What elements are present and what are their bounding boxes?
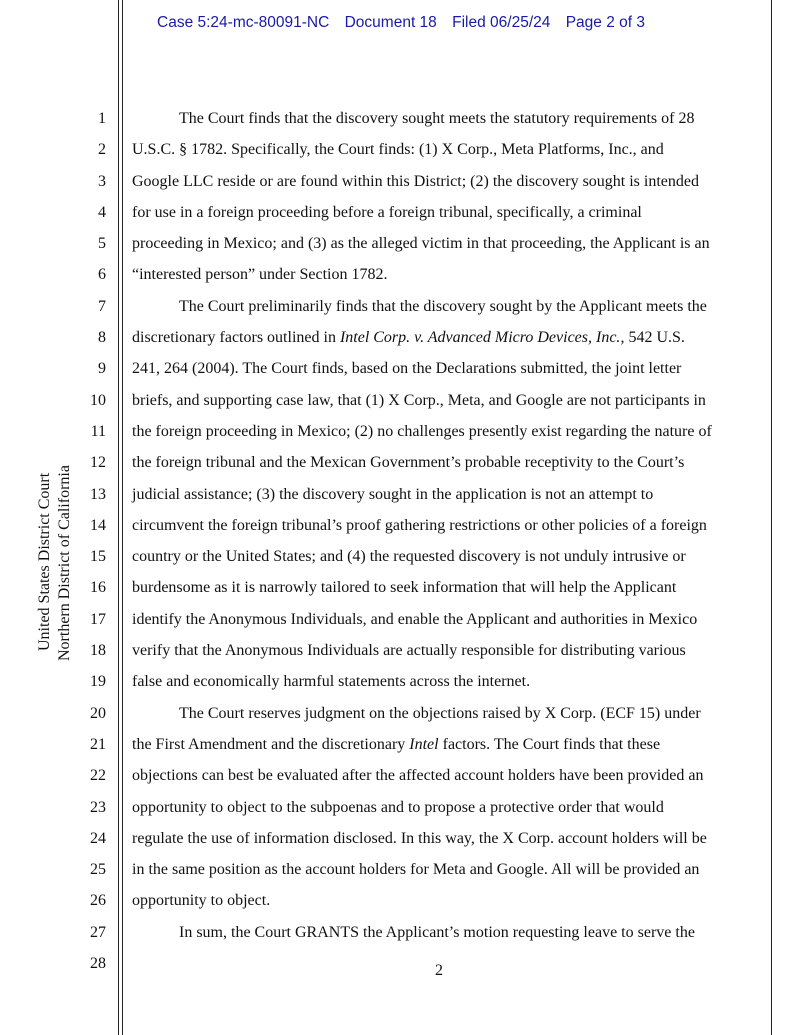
text-line — [132, 416, 754, 447]
line-numbers — [70, 103, 106, 979]
line-number: 1 — [98, 110, 106, 127]
line-number: 9 — [98, 360, 106, 378]
text-segment: objections can best be evaluated after the affected account holders have been provided an — [132, 767, 704, 785]
text-line — [132, 760, 754, 791]
document-number: Document 18 — [344, 14, 437, 31]
line-number: 24 — [90, 829, 106, 847]
line-number: 14 — [90, 516, 106, 534]
text-line — [132, 103, 754, 134]
text-segment: circumvent the foreign tribunal’s proof gathering restrictions or other policies of a foreign — [132, 516, 707, 534]
case-header — [157, 14, 656, 32]
line-number: 12 — [90, 454, 106, 472]
text-segment: the foreign tribunal and the Mexican Government’s probable receptivity to the Court’s — [132, 454, 685, 472]
text-line — [132, 917, 754, 948]
line-number: 6 — [98, 266, 106, 284]
text-segment: briefs, and supporting case law, that (1) X Corp., Meta, and Google are not participants in — [132, 391, 706, 409]
line-number: 3 — [98, 172, 106, 190]
line-number: 27 — [90, 923, 106, 941]
text-line — [132, 510, 754, 541]
court-name: United States District Court — [36, 472, 53, 651]
filed-date: Filed 06/25/24 — [452, 14, 551, 31]
text-line — [132, 698, 754, 729]
line-number: 23 — [90, 798, 106, 816]
case-citation: Intel — [409, 735, 439, 753]
line-number: 11 — [90, 422, 106, 440]
line-number: 16 — [90, 579, 106, 597]
text-line — [132, 166, 754, 197]
case-citation: Intel Corp. v. Advanced Micro Devices, Inc. — [339, 329, 621, 347]
text-segment: In sum, the Court GRANTS the Applicant’s motion requesting leave to serve the — [179, 923, 695, 941]
text-line — [132, 885, 754, 916]
line-number: 5 — [98, 235, 106, 253]
line-number: 25 — [90, 861, 106, 879]
text-line — [132, 635, 754, 666]
text-segment: verify that the Anonymous Individuals are actually responsible for distributing various — [132, 642, 686, 660]
text-line — [132, 479, 754, 510]
text-segment: factors. The Court finds that these — [438, 735, 661, 753]
text-line — [132, 447, 754, 478]
text-segment: for use in a foreign proceeding before a foreign tribunal, specifically, a criminal — [132, 203, 642, 221]
text-segment: , 542 U.S. — [620, 329, 685, 347]
line-number: 22 — [90, 767, 106, 785]
text-segment: country or the United States; and (4) the requested discovery is not unduly intrusive or — [132, 548, 686, 566]
text-line — [132, 792, 754, 823]
line-number: 18 — [90, 642, 106, 660]
text-line — [132, 228, 754, 259]
line-number: 13 — [90, 485, 106, 503]
page-indicator: Page 2 of 3 — [565, 14, 645, 31]
text-line — [132, 854, 754, 885]
text-line — [132, 353, 754, 384]
district-name: Northern District of California — [56, 465, 73, 661]
text-segment: opportunity to object. — [132, 892, 271, 910]
line-number: 4 — [98, 203, 106, 221]
text-segment: proceeding in Mexico; and (3) as the alleged victim in that proceeding, the Applicant is an — [132, 235, 710, 253]
line-number: 8 — [98, 329, 106, 347]
text-line — [132, 197, 754, 228]
text-line — [132, 729, 754, 760]
text-segment: The Court preliminarily finds that the discovery sought by the Applicant meets the — [179, 297, 707, 315]
line-number: 19 — [90, 673, 106, 691]
line-number: 7 — [98, 297, 106, 315]
text-segment: in the same position as the account holders for Meta and Google. All will be provided an — [132, 861, 700, 879]
text-segment: The Court finds that the discovery sought meets the statutory requirements of 28 — [179, 110, 695, 127]
text-segment: regulate the use of information disclosed. In this way, the X Corp. account holders will be — [132, 829, 707, 847]
text-segment: “interested person” under Section 1782. — [132, 266, 388, 284]
text-line — [132, 823, 754, 854]
text-segment: U.S.C. § 1782. Specifically, the Court finds: (1) X Corp., Meta Platforms, Inc., and — [132, 141, 664, 159]
margin-rule-left-2 — [122, 0, 123, 1035]
text-line — [132, 291, 754, 322]
text-segment: Google LLC reside or are found within this District; (2) the discovery sought is intended — [132, 172, 699, 190]
line-number: 28 — [90, 955, 106, 973]
text-segment: burdensome as it is narrowly tailored to seek information that will help the Applicant — [132, 579, 677, 597]
text-line — [132, 666, 754, 697]
text-segment: 241, 264 (2004). The Court finds, based on the Declarations submitted, the joint letter — [132, 360, 682, 378]
text-segment: judicial assistance; (3) the discovery sought in the application is not an attempt to — [132, 485, 654, 503]
text-line — [132, 259, 754, 290]
text-segment: opportunity to object to the subpoenas and to propose a protective order that would — [132, 798, 664, 816]
text-line — [132, 572, 754, 603]
page-number: 2 — [435, 962, 443, 979]
document-body — [132, 103, 754, 948]
text-segment: the foreign proceeding in Mexico; (2) no challenges presently exist regarding the nature of — [132, 422, 712, 440]
line-number: 15 — [90, 548, 106, 566]
text-segment: false and economically harmful statements across the internet. — [132, 673, 531, 691]
text-line — [132, 134, 754, 165]
line-number: 17 — [90, 610, 106, 628]
line-number: 20 — [90, 704, 106, 722]
line-number: 26 — [90, 892, 106, 910]
text-line — [132, 604, 754, 635]
text-segment: the First Amendment and the discretionary — [132, 735, 410, 753]
text-line — [132, 541, 754, 572]
line-number: 2 — [98, 141, 106, 159]
line-number: 21 — [90, 735, 106, 753]
margin-rule-right — [771, 0, 772, 1035]
line-number: 10 — [90, 391, 106, 409]
case-number: Case 5:24-mc-80091-NC — [157, 14, 330, 31]
text-segment: identify the Anonymous Individuals, and enable the Applicant and authorities in Mexico — [132, 610, 698, 628]
text-line — [132, 322, 754, 353]
margin-rule-left-1 — [118, 0, 119, 1035]
text-segment: The Court reserves judgment on the objections raised by X Corp. (ECF 15) under — [179, 704, 701, 722]
text-segment: discretionary factors outlined in — [132, 329, 340, 347]
text-line — [132, 385, 754, 416]
